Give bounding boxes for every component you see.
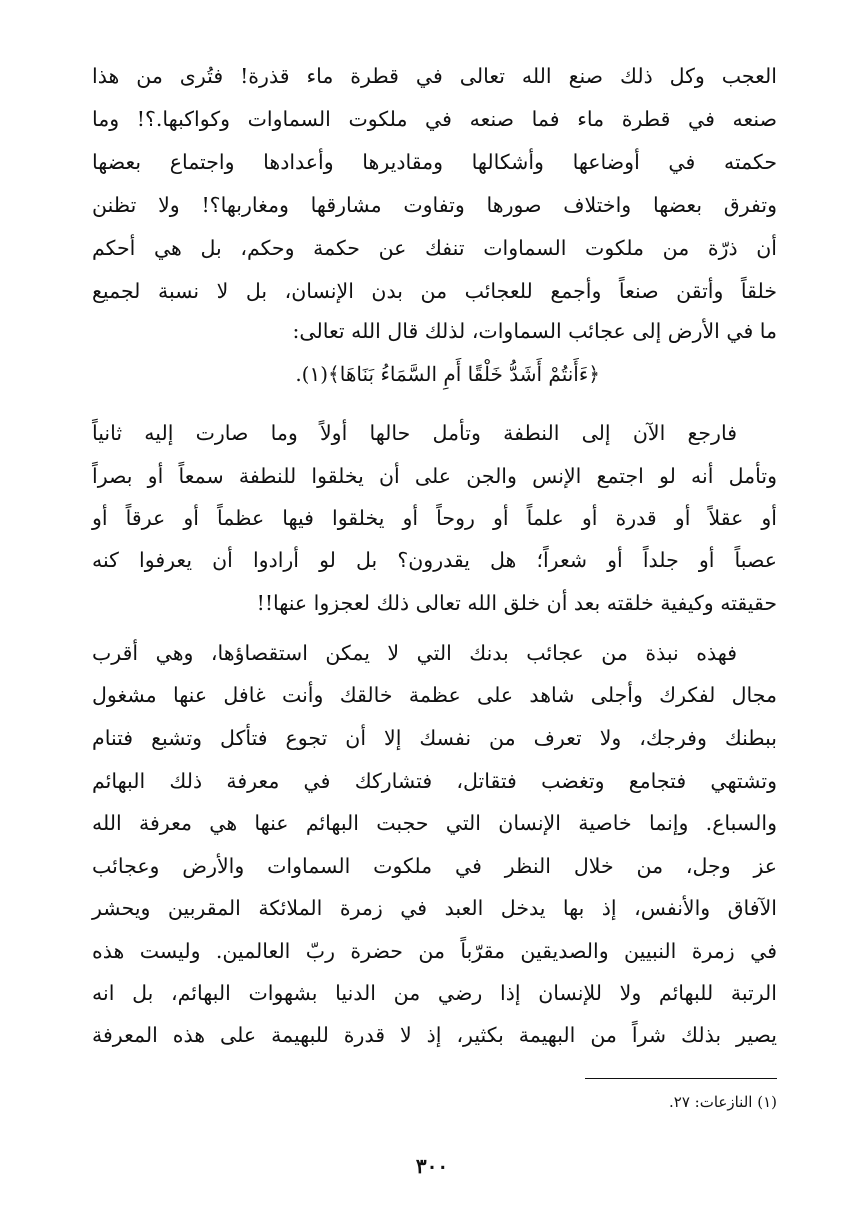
text-line: عز وجل، من خلال النظر في ملكوت السماوات والأرض وعجائب: [92, 854, 777, 878]
text-line: في زمرة النبيين والصديقين مقرّباً من حضرة ربّ العالمين. وليست هذه: [92, 939, 777, 963]
text-line: وتشتهي فتجامع وتغضب فتقاتل، فتشاركك في معرفة ذلك البهائم: [92, 769, 777, 793]
text-line: ما في الأرض إلى عجائب السماوات، لذلك قال الله تعالى:: [292, 319, 777, 343]
text-line: يصير بذلك شراً من البهيمة بكثير، إذ لا قدرة للبهيمة على هذه المعرفة: [92, 1023, 777, 1047]
text-line: وتفرق بعضها واختلاف صورها وتفاوت مشارقها ومغاربها؟! ولا تظنن: [92, 193, 777, 217]
text-line: خلقاً وأتقن صنعاً وأجمع للعجائب من بدن الإنسان، بل لا نسبة لجميع: [92, 279, 777, 303]
text-line: حكمته في أوضاعها وأشكالها ومقاديرها وأعدادها واجتماع بعضها: [92, 150, 777, 174]
text-line: مجال لفكرك وأجلى شاهد على عظمة خالقك وأنت غافل عنها مشغول: [92, 683, 777, 707]
quran-verse: ﴿ءَأَنتُمْ أَشَدُّ خَلْقًا أَمِ السَّمَاءُ بَنَاهَا﴾(١).: [295, 362, 600, 386]
text-line: ببطنك وفرجك، ولا تعرف من نفسك إلا أن تجوع فتأكل وتشبع فتنام: [92, 726, 777, 750]
text-line: الرتبة للبهائم ولا للإنسان إذا رضي من الدنيا بشهوات البهائم، بل انه: [92, 981, 777, 1005]
text-line: فارجع الآن إلى النطفة وتأمل حالها أولاً وما صارت إليه ثانياً: [92, 421, 738, 445]
text-line: فهذه نبذة من عجائب بدنك التي لا يمكن استقصاؤها، وهي أقرب: [92, 641, 737, 665]
footnote: (١) النازعات: ٢٧.: [669, 1093, 777, 1111]
text-line: أو عقلاً أو قدرة أو علماً أو روحاً أو يخلقوا فيها عظماً أو عرقاً أو: [92, 506, 777, 530]
text-line: وتأمل أنه لو اجتمع الإنس والجن على أن يخلقوا للنطفة سمعاً أو بصراً: [92, 464, 777, 488]
text-line: أن ذرّة من ملكوت السماوات تنفك عن حكمة وحكم، بل هي أحكم: [92, 236, 777, 260]
text-line: عصباً أو جلداً أو شعراً؛ هل يقدرون؟ بل لو أرادوا أن يعرفوا كنه: [92, 548, 777, 572]
text-line: الآفاق والأنفس، إذ بها يدخل العبد في زمرة الملائكة المقربين ويحشر: [92, 896, 777, 920]
page-number: ٣٠٠: [415, 1154, 449, 1178]
text-line: والسباع. وإنما خاصية الإنسان التي حجبت البهائم عنها هي معرفة الله: [92, 811, 777, 835]
text-line: حقيقته وكيفية خلقته بعد أن خلق الله تعالى ذلك لعجزوا عنها!!: [256, 591, 777, 615]
text-line: العجب وكل ذلك صنع الله تعالى في قطرة ماء قذرة! فتُرى من هذا: [92, 64, 777, 88]
footnote-divider: [585, 1078, 777, 1079]
text-line: صنعه في قطرة ماء فما صنعه في ملكوت السماوات وكواكبها.؟! وما: [92, 107, 777, 131]
